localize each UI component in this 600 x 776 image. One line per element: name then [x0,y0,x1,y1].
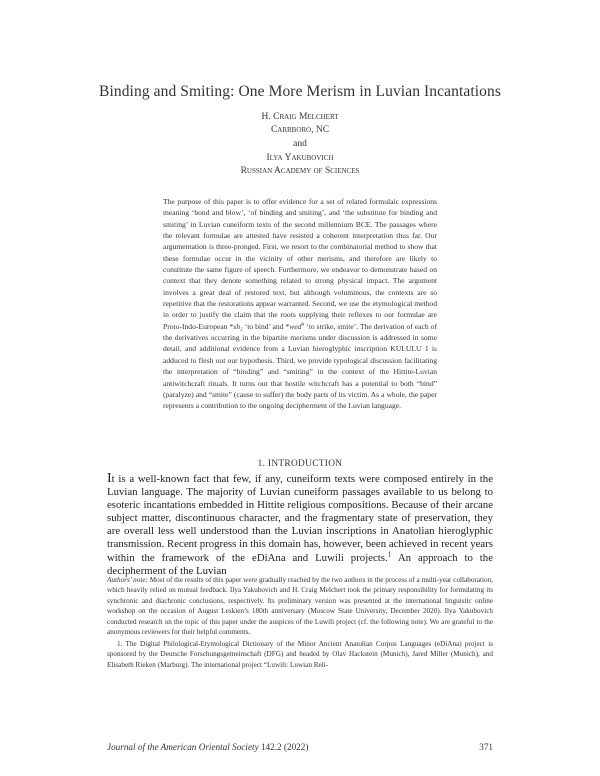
footnote-marker[interactable]: 1 [387,548,392,558]
affiliation-1: Carrboro, NC [270,125,330,135]
page-number: 371 [479,742,493,752]
initial-letter: I [107,471,112,486]
intro-text: t is a well-known fact that few, if any, cuneiform texts were composed entirely in the Luvian language. The majority of Luvian cuneiform passages available to us belong to esoteric incantations embedded in Hittite religious compositions. Because of their arcane subject matter, discontinuous character, and the fragmentary state of preservation, they are overall less well understood than the Luvian inscriptions in Anatolian hieroglyphic transmission. Recent progress in this domain has, however, been achieved in recent years within the framework of the eDiAna and Luwili projects. [107,473,493,564]
notes-section [107,575,493,670]
author-conjunction: and [293,139,307,149]
section-heading: 1. INTRODUCTION [257,459,343,469]
root-smite: wed [289,321,302,331]
page-footer [107,742,493,752]
abstract-text-2: ‘to bind’ and * [242,321,290,331]
introduction-paragraph [107,472,493,578]
authors-note-text: Most of the results of this paper were gradually reached by the two authors in the process of a multi-year collaboration, which heavily relied on mutual feedback. Ilya Yakubovich and H. Craig Melchert took the primary responsibility for formulating its synchronic and diachronic conclusions, respectively. Its preliminary version was presented at the international linguistic online workshop on the occasion of August Leskien’s 180th anniversary (Moscow State University, December 2020). Ilya Yakubovich conducted research on the topic of this paper under the auspices of the Luwili project (cf. the following note). We are grateful to the anonymous reviewers for their helpful comments. [107,576,493,637]
abstract [163,196,437,412]
journal-name: Journal of the American Oriental Society [107,742,259,752]
root-smite-superscript: h [301,321,305,328]
footnote-1: 1. The Digital Philological-Etymological Dictionary of the Minor Ancient Anatolian Corpus Languages (eDiAna) project is sponsored by the Deutsche Forschungsgemeinschaft (DFG) and headed by Olav Hackstein (Munich), Jared Miller (Munich), and Elisabeth Rieken (Marburg). The international project “Luwili: Luwian Reli- [107,639,493,669]
paper-title: Binding and Smiting: One More Merism in Luvian Incantations [99,83,501,100]
root-bind: sh₂ [233,321,243,331]
authors-note-label: Authors’ note: [107,576,148,584]
journal-issue: 142.2 (2022) [258,742,309,752]
author-2: Ilya Yakubovich [266,153,334,163]
authors-note [107,575,493,638]
author-1: H. Craig Melchert [261,112,339,122]
affiliation-2: Russian Academy of Sciences [240,166,360,176]
abstract-text-3: ‘to strike, smite’. The derivation of each of the derivatives occurring in the bipartite merisms under discussion is addressed in some detail, and additional evidence from a Luvian hieroglyphic inscription KULULU 1 is adduced to flesh out our hypothesis. Third, we provide typological discussion facilitating the interpretation of “binding” and “smiting” in the context of the Hittite-Luvian antiwitchcraft rituals. It turns out that hostile witchcraft has a potential to both “bind” (paralyze) and “smite” (cause to suffer) the body parts of its victim. As a whole, the paper represents a contribution to the ongoing decipherment of the Luvian language. [163,321,437,411]
intro-text-end: An approach to the decipherment of the Luvian [107,551,493,577]
abstract-text-1: The purpose of this paper is to offer evidence for a set of related formulaic expressions meaning ‘bond and blow’, ‘of binding and smiting’, and ‘the substitute for binding and smiting’ in Luvian cuneiform texts of the second millennium BCE. The passages where the relevant formulae are attested have resisted a coherent interpretation thus far. Our argumentation is three-pronged. First, we resort to the combinatorial method to show that these formulae occur in the vicinity of other merisms, and therefore are likely to constitute the same figure of speech. Furthermore, we endeavor to demonstrate based on context that they denote something related to strong physical impact. The argument involves a great deal of restored text, but although voluminous, the contexts are so repetitive that the restorations appear warranted. Second, we use the etymological method in order to justify the claim that the roots supplying their reflexes to our formulae are Proto-Indo-European * [163,197,437,331]
